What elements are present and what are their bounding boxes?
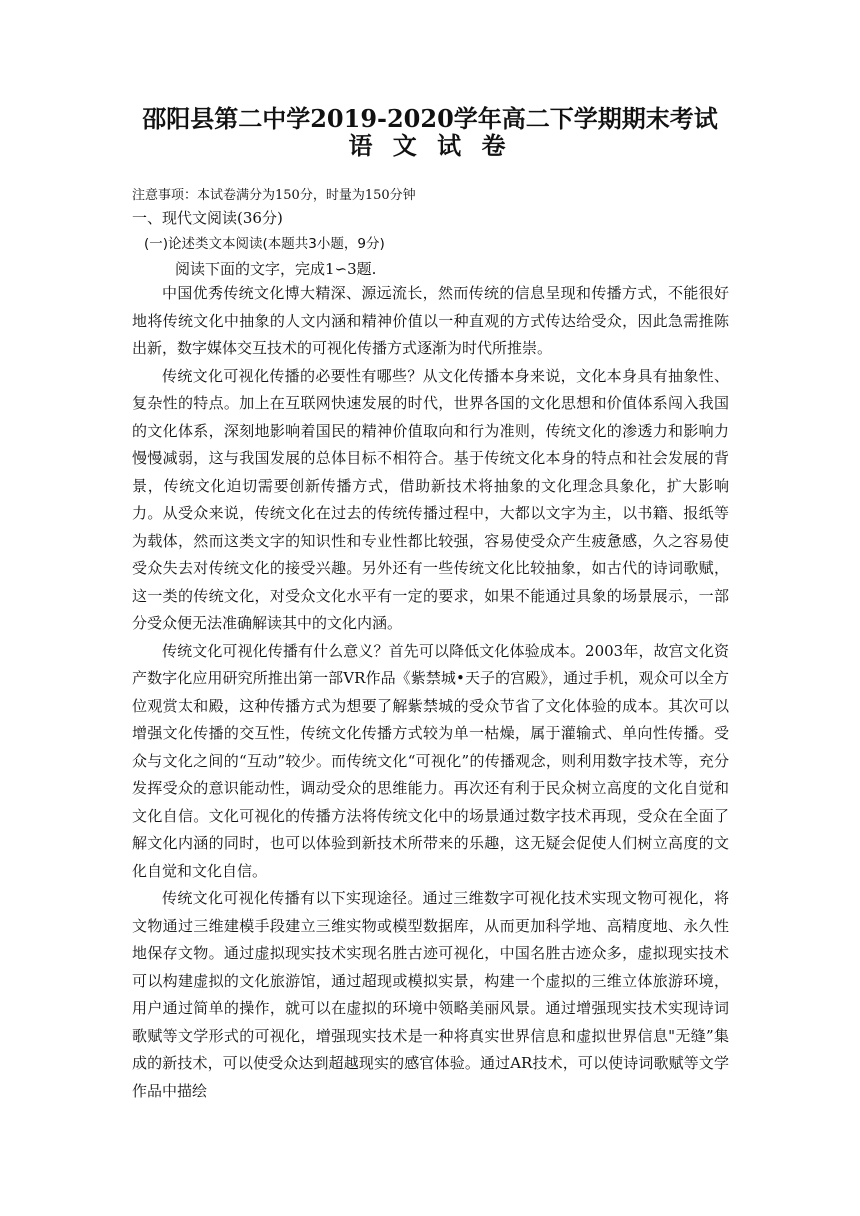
reading-passage [132,280,729,1105]
exam-notice: 注意事项：本试卷满分为150分，时量为150分钟 [132,188,416,203]
reading-instruction: 阅读下面的文字，完成1∽3题. [175,260,377,278]
page-subtitle: 语 文 试 卷 [348,131,512,160]
section-heading: 一、现代文阅读(36分) [132,209,283,227]
page-title: 邵阳县第二中学2019-2020学年高二下学期期末考试 [142,104,718,133]
passage-paragraph: 中国优秀传统文化博大精深、源远流长，然而传统的信息呈现和传播方式，不能很好地将传统文化中抽象的人文内涵和精神价值以一种直观的方式传达给受众，因此急需推陈出新，数字媒体交互技术的可视化传播方式逐渐为时代所推崇。 [132,284,729,357]
passage-paragraph: 传统文化可视化传播的必要性有哪些？从文化传播本身来说，文化本身具有抽象性、复杂性的特点。加上在互联网快速发展的时代，世界各国的文化思想和价值体系闯入我国的文化体系，深刻地影响着国民的精神价值取向和行为准则，传统文化的渗透力和影响力慢慢减弱，这与我国发展的总体目标不相符合。基于传统文化本身的特点和社会发展的背景，传统文化迫切需要创新传播方式，借助新技术将抽象的文化理念具象化，扩大影响力。从受众来说，传统文化在过去的传统传播过程中，大都以文字为主，以书籍、报纸等为载体，然而这类文字的知识性和专业性都比较强，容易使受众产生疲惫感，久之容易使受众失去对传统文化的接受兴趣。另外还有一些传统文化比较抽象，如古代的诗词歌赋，这一类的传统文化，对受众文化水平有一定的要求，如果不能通过具象的场景展示，一部分受众便无法准确解读其中的文化内涵。 [132,366,729,632]
passage-paragraph: 传统文化可视化传播有什么意义？首先可以降低文化体验成本。2003年，故宫文化资产数字化应用研究所推出第一部VR作品《紫禁城•天子的宫殿》，通过手机，观众可以全方位观赏太和殿，这种传播方式为想要了解紫禁城的受众节省了文化体验的成本。其次可以增强文化传播的交互性，传统文化传播方式较为单一枯燥，属于灌输式、单向性传播。受众与文化之间的“互动”较少。而传统文化“可视化”的传播观念，则利用数字技术等，充分发挥受众的意识能动性，调动受众的思维能力。再次还有利于民众树立高度的文化自觉和文化自信。文化可视化的传播方法将传统文化中的场景通过数字技术再现，受众在全面了解文化内涵的同时，也可以体验到新技术所带来的乐趣，这无疑会促使人们树立高度的文化自觉和文化自信。 [132,641,729,880]
passage-paragraph: 传统文化可视化传播有以下实现途径。通过三维数字可视化技术实现文物可视化，将文物通过三维建模手段建立三维实物或模型数据库，从而更加科学地、高精度地、永久性地保存文物。通过虚拟现实技术实现名胜古迹可视化，中国名胜古迹众多，虚拟现实技术可以构建虚拟的文化旅游馆，通过超现或模拟实景，构建一个虚拟的三维立体旅游环境，用户通过简单的操作，就可以在虚拟的环境中领略美丽风景。通过增强现实技术实现诗词歌赋等文学形式的可视化，增强现实技术是一种将真实世界信息和虚拟世界信息"无缝”集成的新技术，可以使受众达到超越现实的感官体验。通过AR技术，可以使诗词歌赋等文学作品中描绘 [132,889,729,1100]
subsection-heading: (一)论述类文本阅读(本题共3小题，9分) [144,236,385,252]
